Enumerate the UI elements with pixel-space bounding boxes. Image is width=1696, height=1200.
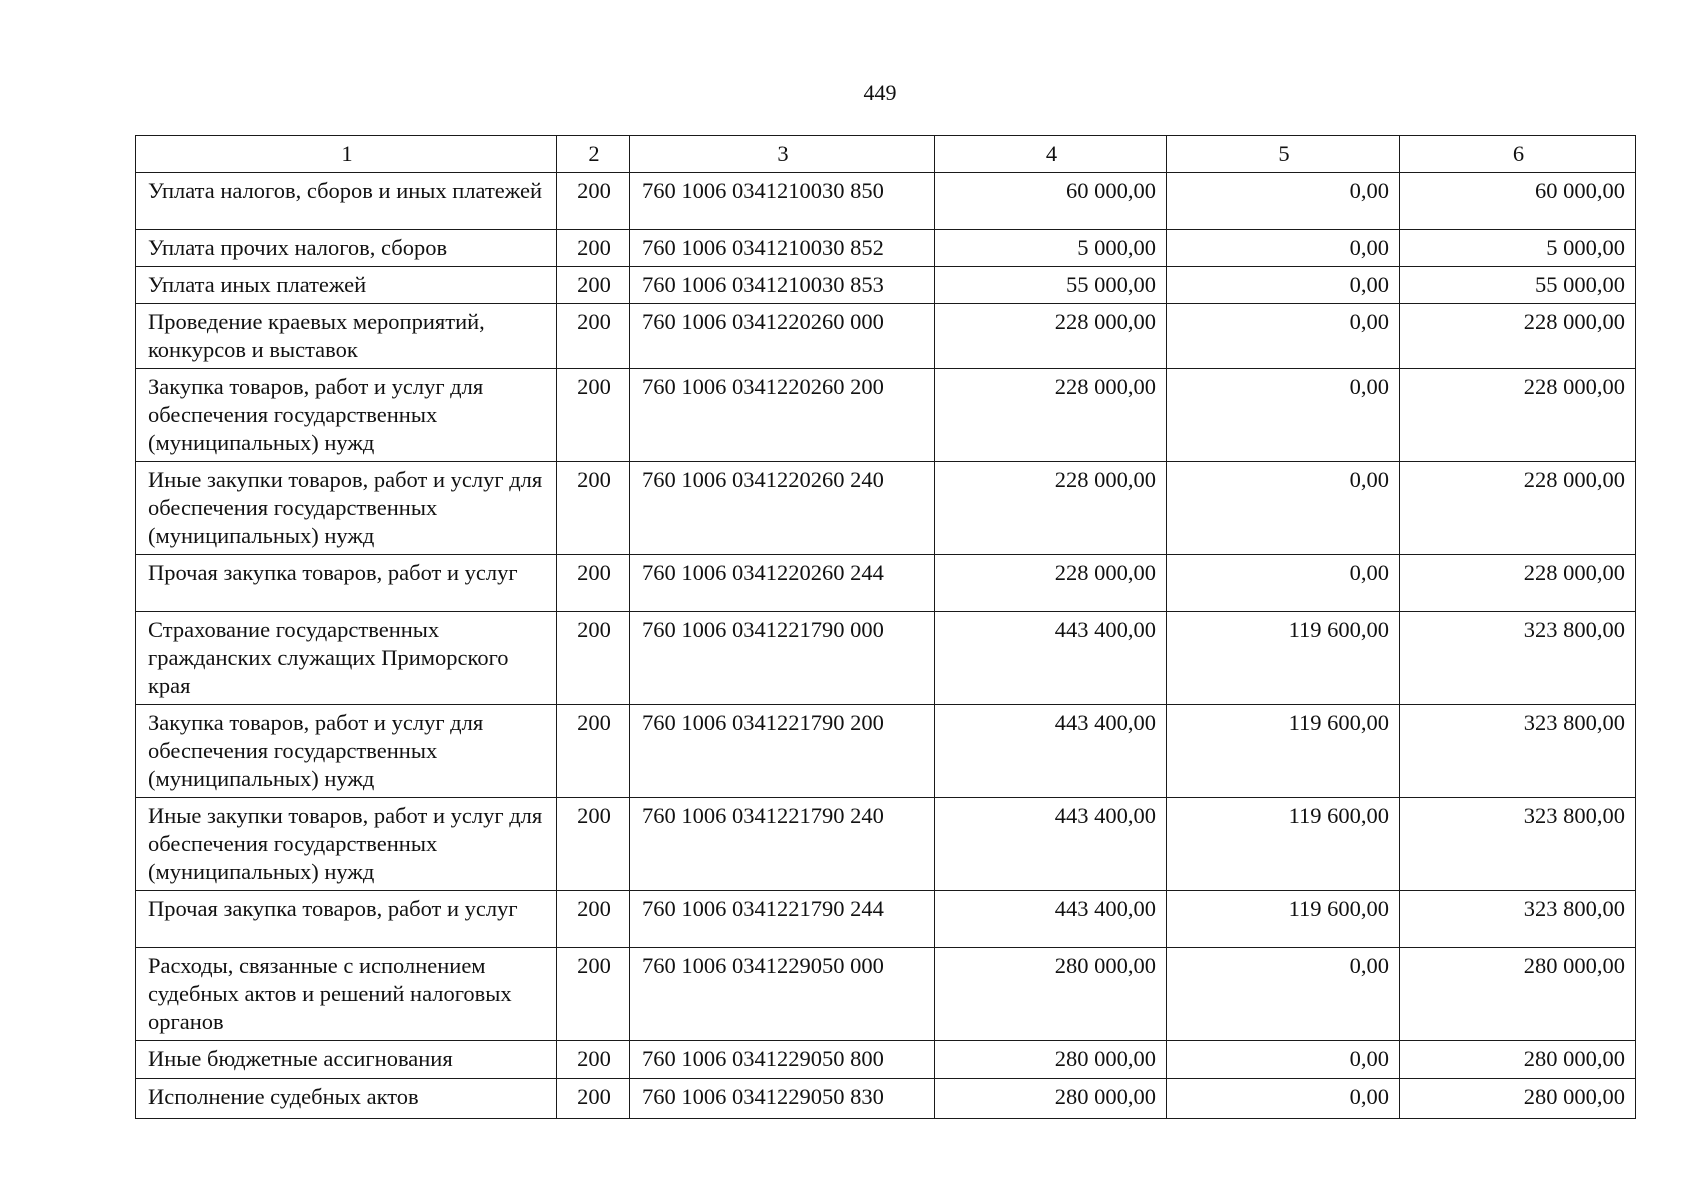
table-row [136, 267, 1636, 304]
row-amount-6: 280 000,00 [1400, 948, 1636, 1041]
table-body [136, 173, 1636, 1119]
row-budget-code: 760 1006 0341221790 240 [630, 798, 935, 891]
row-amount-6: 60 000,00 [1400, 173, 1636, 230]
row-budget-code: 760 1006 0341220260 000 [630, 304, 935, 369]
row-budget-code: 760 1006 0341229050 830 [630, 1079, 935, 1119]
row-amount-6: 55 000,00 [1400, 267, 1636, 304]
table-row [136, 891, 1636, 948]
row-name: Страхование государственных гражданских служащих Приморского края [136, 612, 557, 705]
row-code: 200 [557, 612, 630, 705]
row-amount-6: 323 800,00 [1400, 705, 1636, 798]
row-amount-4: 443 400,00 [935, 705, 1167, 798]
row-amount-6: 228 000,00 [1400, 369, 1636, 462]
column-header-3: 3 [630, 136, 935, 173]
row-amount-5: 119 600,00 [1167, 705, 1400, 798]
row-budget-code: 760 1006 0341210030 852 [630, 230, 935, 267]
row-name: Уплата иных платежей [136, 267, 557, 304]
row-amount-6: 228 000,00 [1400, 304, 1636, 369]
row-code: 200 [557, 304, 630, 369]
table-row [136, 555, 1636, 612]
column-header-2: 2 [557, 136, 630, 173]
page-number: 449 [863, 80, 897, 105]
row-amount-5: 0,00 [1167, 369, 1400, 462]
row-amount-6: 5 000,00 [1400, 230, 1636, 267]
row-amount-5: 0,00 [1167, 230, 1400, 267]
row-budget-code: 760 1006 0341210030 850 [630, 173, 935, 230]
table-row [136, 1079, 1636, 1119]
row-budget-code: 760 1006 0341221790 200 [630, 705, 935, 798]
row-amount-5: 0,00 [1167, 555, 1400, 612]
table-row [136, 612, 1636, 705]
budget-table [135, 135, 1636, 1119]
row-name: Исполнение судебных актов [136, 1079, 557, 1119]
row-amount-4: 60 000,00 [935, 173, 1167, 230]
column-header-6: 6 [1400, 136, 1636, 173]
row-amount-5: 0,00 [1167, 948, 1400, 1041]
row-amount-4: 280 000,00 [935, 948, 1167, 1041]
table-row [136, 705, 1636, 798]
row-amount-4: 280 000,00 [935, 1041, 1167, 1079]
row-amount-6: 228 000,00 [1400, 555, 1636, 612]
row-amount-5: 119 600,00 [1167, 612, 1400, 705]
row-name: Уплата прочих налогов, сборов [136, 230, 557, 267]
row-amount-5: 0,00 [1167, 267, 1400, 304]
row-budget-code: 760 1006 0341229050 800 [630, 1041, 935, 1079]
row-amount-5: 0,00 [1167, 1041, 1400, 1079]
row-name: Закупка товаров, работ и услуг для обеспечения государственных (муниципальных) нужд [136, 705, 557, 798]
row-name: Проведение краевых мероприятий, конкурсов и выставок [136, 304, 557, 369]
table-row [136, 369, 1636, 462]
row-amount-4: 443 400,00 [935, 612, 1167, 705]
row-code: 200 [557, 1079, 630, 1119]
row-budget-code: 760 1006 0341220260 244 [630, 555, 935, 612]
row-code: 200 [557, 462, 630, 555]
row-amount-4: 5 000,00 [935, 230, 1167, 267]
row-code: 200 [557, 798, 630, 891]
row-amount-5: 0,00 [1167, 462, 1400, 555]
row-code: 200 [557, 173, 630, 230]
table-row [136, 230, 1636, 267]
column-header-5: 5 [1167, 136, 1400, 173]
row-amount-4: 228 000,00 [935, 369, 1167, 462]
row-code: 200 [557, 555, 630, 612]
row-name: Расходы, связанные с исполнением судебных актов и решений налоговых органов [136, 948, 557, 1041]
row-amount-6: 323 800,00 [1400, 612, 1636, 705]
row-budget-code: 760 1006 0341221790 000 [630, 612, 935, 705]
row-amount-6: 280 000,00 [1400, 1041, 1636, 1079]
table-row [136, 1041, 1636, 1079]
row-amount-6: 323 800,00 [1400, 891, 1636, 948]
row-amount-5: 119 600,00 [1167, 891, 1400, 948]
row-code: 200 [557, 1041, 630, 1079]
table-row [136, 462, 1636, 555]
row-code: 200 [557, 369, 630, 462]
row-budget-code: 760 1006 0341221790 244 [630, 891, 935, 948]
header-row [136, 136, 1636, 173]
row-amount-5: 119 600,00 [1167, 798, 1400, 891]
row-budget-code: 760 1006 0341220260 240 [630, 462, 935, 555]
row-code: 200 [557, 705, 630, 798]
row-amount-4: 228 000,00 [935, 555, 1167, 612]
row-amount-6: 280 000,00 [1400, 1079, 1636, 1119]
row-amount-4: 228 000,00 [935, 304, 1167, 369]
row-amount-4: 443 400,00 [935, 891, 1167, 948]
row-amount-5: 0,00 [1167, 1079, 1400, 1119]
row-budget-code: 760 1006 0341220260 200 [630, 369, 935, 462]
row-amount-4: 443 400,00 [935, 798, 1167, 891]
row-amount-5: 0,00 [1167, 173, 1400, 230]
row-code: 200 [557, 230, 630, 267]
table-row [136, 173, 1636, 230]
row-amount-6: 228 000,00 [1400, 462, 1636, 555]
row-name: Уплата налогов, сборов и иных платежей [136, 173, 557, 230]
row-name: Прочая закупка товаров, работ и услуг [136, 891, 557, 948]
row-name: Иные закупки товаров, работ и услуг для обеспечения государственных (муниципальных) нужд [136, 462, 557, 555]
row-amount-4: 228 000,00 [935, 462, 1167, 555]
row-amount-5: 0,00 [1167, 304, 1400, 369]
table-row [136, 304, 1636, 369]
row-code: 200 [557, 267, 630, 304]
row-name: Иные закупки товаров, работ и услуг для обеспечения государственных (муниципальных) нужд [136, 798, 557, 891]
row-budget-code: 760 1006 0341229050 000 [630, 948, 935, 1041]
row-name: Закупка товаров, работ и услуг для обеспечения государственных (муниципальных) нужд [136, 369, 557, 462]
column-header-4: 4 [935, 136, 1167, 173]
table-row [136, 948, 1636, 1041]
column-header-1: 1 [136, 136, 557, 173]
row-amount-6: 323 800,00 [1400, 798, 1636, 891]
row-name: Иные бюджетные ассигнования [136, 1041, 557, 1079]
table-row [136, 798, 1636, 891]
row-code: 200 [557, 948, 630, 1041]
row-code: 200 [557, 891, 630, 948]
table-header [136, 136, 1636, 173]
row-amount-4: 55 000,00 [935, 267, 1167, 304]
row-name: Прочая закупка товаров, работ и услуг [136, 555, 557, 612]
row-budget-code: 760 1006 0341210030 853 [630, 267, 935, 304]
row-amount-4: 280 000,00 [935, 1079, 1167, 1119]
